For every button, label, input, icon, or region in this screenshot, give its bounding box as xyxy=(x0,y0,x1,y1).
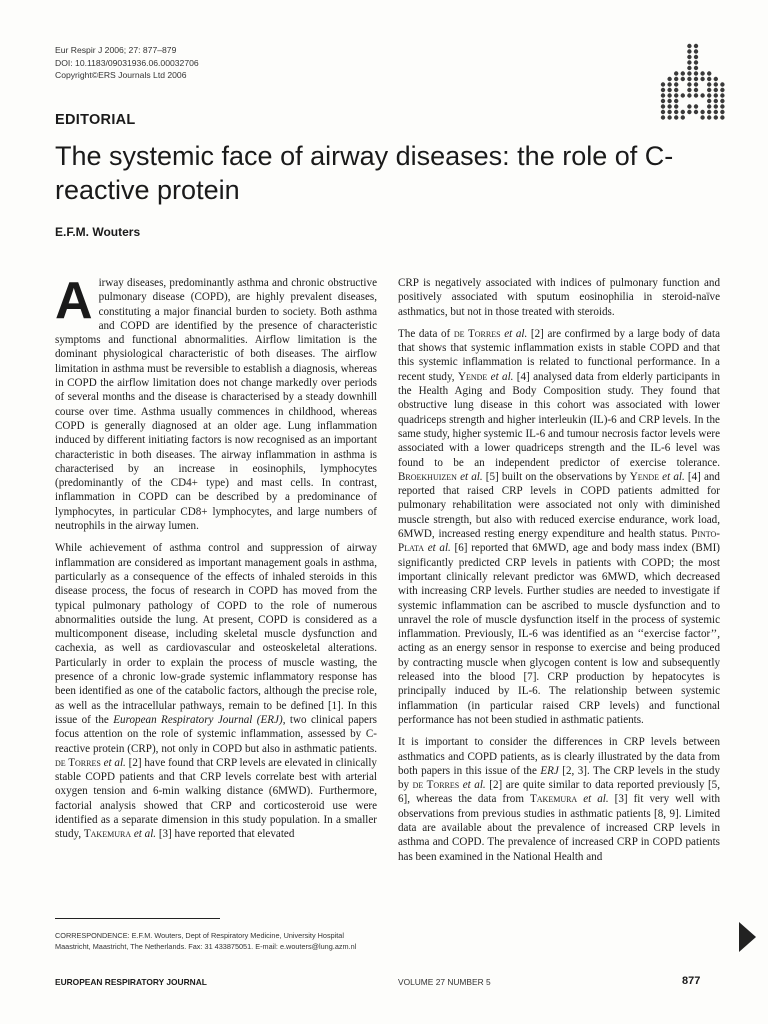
logo-dot xyxy=(714,77,718,81)
et-al: et al. xyxy=(577,793,609,806)
paragraph-text: irway diseases, predominantly asthma and chronic obstructive pulmonary disease (COPD), are highly prevalent diseases, constituting a major financial burden to society. Both asthma and COPD are identified by the presence of characteristic symptoms and functional abnormalities. Airflow limitation is the dominant physiological characteristic of both diseases. The airflow limitation in asthma must be reversible to establish a diagnosis, whereas in COPD the airflow limitation does not change markedly over periods of several months and the disease is characterised by a steady downhill course over time. Asthma usually commences in childhood, whereas COPD is generally diagnosed at an older age. Lung inflammation induced by different initiating factors is now recognised as an important characteristic in both diseases. The airway inflammation in asthma is characterised by an increase in eosinophils, lymphocytes (predominantly of the CD4+ type) and mast cells. In contrast, inflammation in COPD can be described by a predominance of lymphocytes, in particular CD8+ lymphocytes, and large numbers of neutrophils in the airway lumen. xyxy=(55,277,377,533)
paragraph-text: [2] are confirmed by a large body of data that shows that systemic inflammation exists in stable COPD and that this systemic inflammation is related to functional performance. In a recent study, xyxy=(398,327,720,383)
logo-dot xyxy=(700,110,704,114)
logo-dot xyxy=(674,115,678,119)
paragraph: CRP is negatively associated with indices of pulmonary function and positively associated with sputum eosinophilia in steroid-naïve asthmatics, but not in those treated with steroids. xyxy=(398,277,720,318)
author-citation: Takemura xyxy=(529,793,578,806)
logo-dot xyxy=(674,110,678,114)
logo-dot xyxy=(714,93,718,97)
logo-dot xyxy=(661,115,665,119)
et-al: et al. xyxy=(100,756,126,769)
logo-dot xyxy=(720,88,724,92)
logo-dot xyxy=(707,110,711,114)
logo-dot xyxy=(667,77,671,81)
paragraph-text: The data of xyxy=(398,327,454,340)
logo-dot xyxy=(661,82,665,86)
logo-dot xyxy=(694,66,698,70)
logo-dot xyxy=(714,82,718,86)
logo-dot xyxy=(694,71,698,75)
logo-dot xyxy=(720,99,724,103)
paragraph-text: [3] have reported that elevated xyxy=(156,828,295,841)
logo-dot xyxy=(687,49,691,53)
author-citation: de Torres xyxy=(55,756,101,769)
logo-dot xyxy=(667,115,671,119)
article-title: The systemic face of airway diseases: the role of C-reactive protein xyxy=(55,141,674,205)
logo-dot xyxy=(700,115,704,119)
footer-journal-name: EUROPEAN RESPIRATORY JOURNAL xyxy=(55,977,207,987)
logo-dot xyxy=(661,99,665,103)
citation: Eur Respir J 2006; 27: 877–879 xyxy=(55,45,177,55)
author-citation: Yende xyxy=(629,470,660,483)
paragraph-text: [5] built on the observations by xyxy=(482,470,630,483)
paragraph-text: [6] reported that 6MWD, age and body mass index (BMI) significantly predicted CRP levels in patients with COPD; the most important clinically relevant predictor was 6MWD, which decreased with increasing CRP levels. Further studies are needed to investigate if systemic inflammation can be ascribed to muscle dysfunction and to unravel the role of muscle dysfunction itself in the process of systemic inflammation. Previously, IL-6 was identified as an ‘‘exercise factor’’, acting as an energy sensor in response to exercise and being produced by contracting muscle when glycogen content is low and subsequently released into the blood [7]. CRP production by hepatocytes is principally induced by IL-6. The relationship between systemic inflammation (in particular raised CRP levels) and functional performance has not been studied in asthmatic patients. xyxy=(398,542,720,726)
doi: DOI: 10.1183/09031936.06.00032706 xyxy=(55,57,199,68)
logo-dot xyxy=(687,104,691,108)
logo-dot xyxy=(674,104,678,108)
logo-dot xyxy=(694,93,698,97)
logo-dot xyxy=(674,99,678,103)
author-citation: de Torres xyxy=(412,779,460,792)
et-al: et al. xyxy=(500,327,528,340)
logo-dot xyxy=(687,77,691,81)
logo-dot xyxy=(681,115,685,119)
logo-dot xyxy=(681,110,685,114)
author-citation: Pinto-Plata xyxy=(398,528,720,555)
next-page-arrow-icon[interactable] xyxy=(739,922,756,952)
logo-dot xyxy=(687,44,691,48)
author-citation: de Torres xyxy=(453,327,501,340)
paragraph xyxy=(55,541,377,841)
logo-dot xyxy=(674,88,678,92)
logo-dot xyxy=(674,71,678,75)
et-al: et al. xyxy=(659,470,685,483)
logo-dot xyxy=(694,60,698,64)
logo-dot xyxy=(667,93,671,97)
paragraph xyxy=(398,735,720,864)
logo-dot xyxy=(681,77,685,81)
et-al: et al. xyxy=(459,779,486,792)
copyright: Copyright©ERS Journals Ltd 2006 xyxy=(55,70,187,80)
logo-dot xyxy=(667,88,671,92)
logo-dot xyxy=(667,99,671,103)
logo-dot xyxy=(687,110,691,114)
logo-dot xyxy=(661,104,665,108)
logo-dot xyxy=(714,115,718,119)
correspondence-note: CORRESPONDENCE: E.F.M. Wouters, Dept of Respiratory Medicine, University Hospital Maastricht, Maastricht, The Netherlands. Fax: 31 433875051. E-mail: e.wouters@lung.azm.nl xyxy=(55,931,357,951)
logo-dot xyxy=(674,77,678,81)
logo-dot xyxy=(694,110,698,114)
logo-dot xyxy=(707,88,711,92)
logo-dot xyxy=(687,88,691,92)
journal-name: ERJ xyxy=(540,764,559,777)
ers-lung-dot-logo-icon xyxy=(658,42,728,120)
logo-dot xyxy=(720,93,724,97)
logo-dot xyxy=(694,104,698,108)
logo-dot xyxy=(714,88,718,92)
author-citation: Takemura xyxy=(83,828,132,841)
et-al: et al. xyxy=(487,370,514,383)
right-column xyxy=(398,276,720,872)
logo-dot xyxy=(674,93,678,97)
logo-dot xyxy=(694,49,698,53)
logo-dot xyxy=(667,104,671,108)
logo-dot xyxy=(720,115,724,119)
paragraph-text: While achievement of asthma control and suppression of airway inflammation are considered as important management goals in asthma, particularly as a consequence of the effects of inhaled steroids in this disease process, the focus of research in COPD has moved from the typical pulmonary pathology of COPD to the role of numerous abnormalities outside the lung. At present, COPD is considered as a multicomponent disease, including skeletal muscle dysfunction and cachexia, as well as cardiovascular and osteoskeletal alterations. Particularly in order to explain the process of muscle wasting, the presence of a chronic low-grade systemic inflammatory response has been identified as one of the catabolic factors, although the precise role, as well as the intracellular pathways, remain to be defined [1]. In this issue of the xyxy=(55,542,377,726)
logo-dot xyxy=(681,71,685,75)
paragraph-text: It is important to consider the differences in CRP levels between asthmatics and COPD patients, as is clearly illustrated by the data from both papers in this issue of the xyxy=(398,736,720,777)
logo-dot xyxy=(720,82,724,86)
logo-dot xyxy=(687,55,691,59)
author-citation: Yende xyxy=(457,370,488,383)
logo-dot xyxy=(700,93,704,97)
logo-dot xyxy=(687,60,691,64)
logo-dot xyxy=(667,82,671,86)
logo-dot xyxy=(707,99,711,103)
logo-dot xyxy=(681,93,685,97)
logo-dot xyxy=(667,110,671,114)
logo-dot xyxy=(707,115,711,119)
logo-dot xyxy=(707,77,711,81)
logo-dot xyxy=(714,104,718,108)
journal-name: European Respiratory Journal (ERJ) xyxy=(113,713,283,726)
paragraph xyxy=(55,272,377,533)
logo-dot xyxy=(707,82,711,86)
paragraph-text: [2] have found that CRP levels are elevated in clinically stable COPD patients and that CRP levels correlate best with arterial oxygen tension and 6-min walking distance (6MWD). Furthermore, factorial analysis showed that CRP and corticosteroid use were identified as a separate dimension in this study population. In a smaller study, xyxy=(55,756,377,841)
logo-dot xyxy=(694,82,698,86)
logo-dot xyxy=(687,93,691,97)
citation-header xyxy=(55,44,199,82)
paragraph xyxy=(398,327,720,727)
logo-dot xyxy=(700,77,704,81)
logo-dot xyxy=(714,99,718,103)
left-column xyxy=(55,272,377,850)
paragraph-text: , two clinical papers focus attention on the role of systemic inflammation, assessed by C-reactive protein (CRP), not only in COPD but also in asthmatic patients. xyxy=(55,713,377,755)
author-citation: Broekhuizen xyxy=(398,470,457,483)
logo-dot xyxy=(694,44,698,48)
article-author: E.F.M. Wouters xyxy=(55,225,141,239)
logo-dot xyxy=(674,82,678,86)
logo-dot xyxy=(661,93,665,97)
drop-cap: A xyxy=(55,272,93,330)
logo-dot xyxy=(714,110,718,114)
logo-dot xyxy=(687,66,691,70)
footnote-divider xyxy=(55,918,220,919)
et-al: et al. xyxy=(456,470,483,483)
et-al: et al. xyxy=(423,542,451,555)
logo-dot xyxy=(661,88,665,92)
logo-dot xyxy=(661,110,665,114)
logo-dot xyxy=(694,77,698,81)
logo-dot xyxy=(720,110,724,114)
paragraph-text: [4] and reported that raised CRP levels in COPD patients admitted for pulmonary rehabilitation were associated not only with diminished muscle strength, but also with reduced exercise endurance, work load, 6MWD, increased resting energy expenditure and health status. xyxy=(398,470,720,541)
page-number: 877 xyxy=(682,975,701,987)
paragraph-text: [2, 3]. The CRP levels in the study by xyxy=(398,764,721,792)
footer-volume: VOLUME 27 NUMBER 5 xyxy=(398,977,491,987)
logo-dot xyxy=(700,71,704,75)
logo-dot xyxy=(707,93,711,97)
logo-dot xyxy=(720,104,724,108)
paragraph-text: [4] analysed data from elderly participants in the Health Aging and Body Composition study. They found that obstructive lung disease in this cohort was associated with lower quadriceps strength and higher interleukin (IL)-6 and CRP levels. In the same study, higher systemic IL-6 and tumour necrosis factor levels were associated with a lower quadriceps strength and the IL-6 level was found to be an independent predictor of exercise tolerance. xyxy=(398,370,720,469)
logo-dot xyxy=(707,71,711,75)
et-al: et al. xyxy=(131,828,157,841)
logo-dot xyxy=(687,82,691,86)
logo-dot xyxy=(707,104,711,108)
paragraph-text: [3] fit very well with observations from previous studies in asthmatic patients [8, 9]. Limited data are available about the prevalence of increased CRP levels in asthma and COPD. The prevalence of increased CRP in COPD patients has been examined in the National Health and xyxy=(398,793,720,863)
logo-dot xyxy=(687,71,691,75)
paragraph-text: [2] are quite similar to data reported previously [5, 6], whereas the data from xyxy=(398,779,720,806)
logo-dot xyxy=(694,88,698,92)
logo-dot xyxy=(694,55,698,59)
section-label: EDITORIAL xyxy=(55,112,136,128)
